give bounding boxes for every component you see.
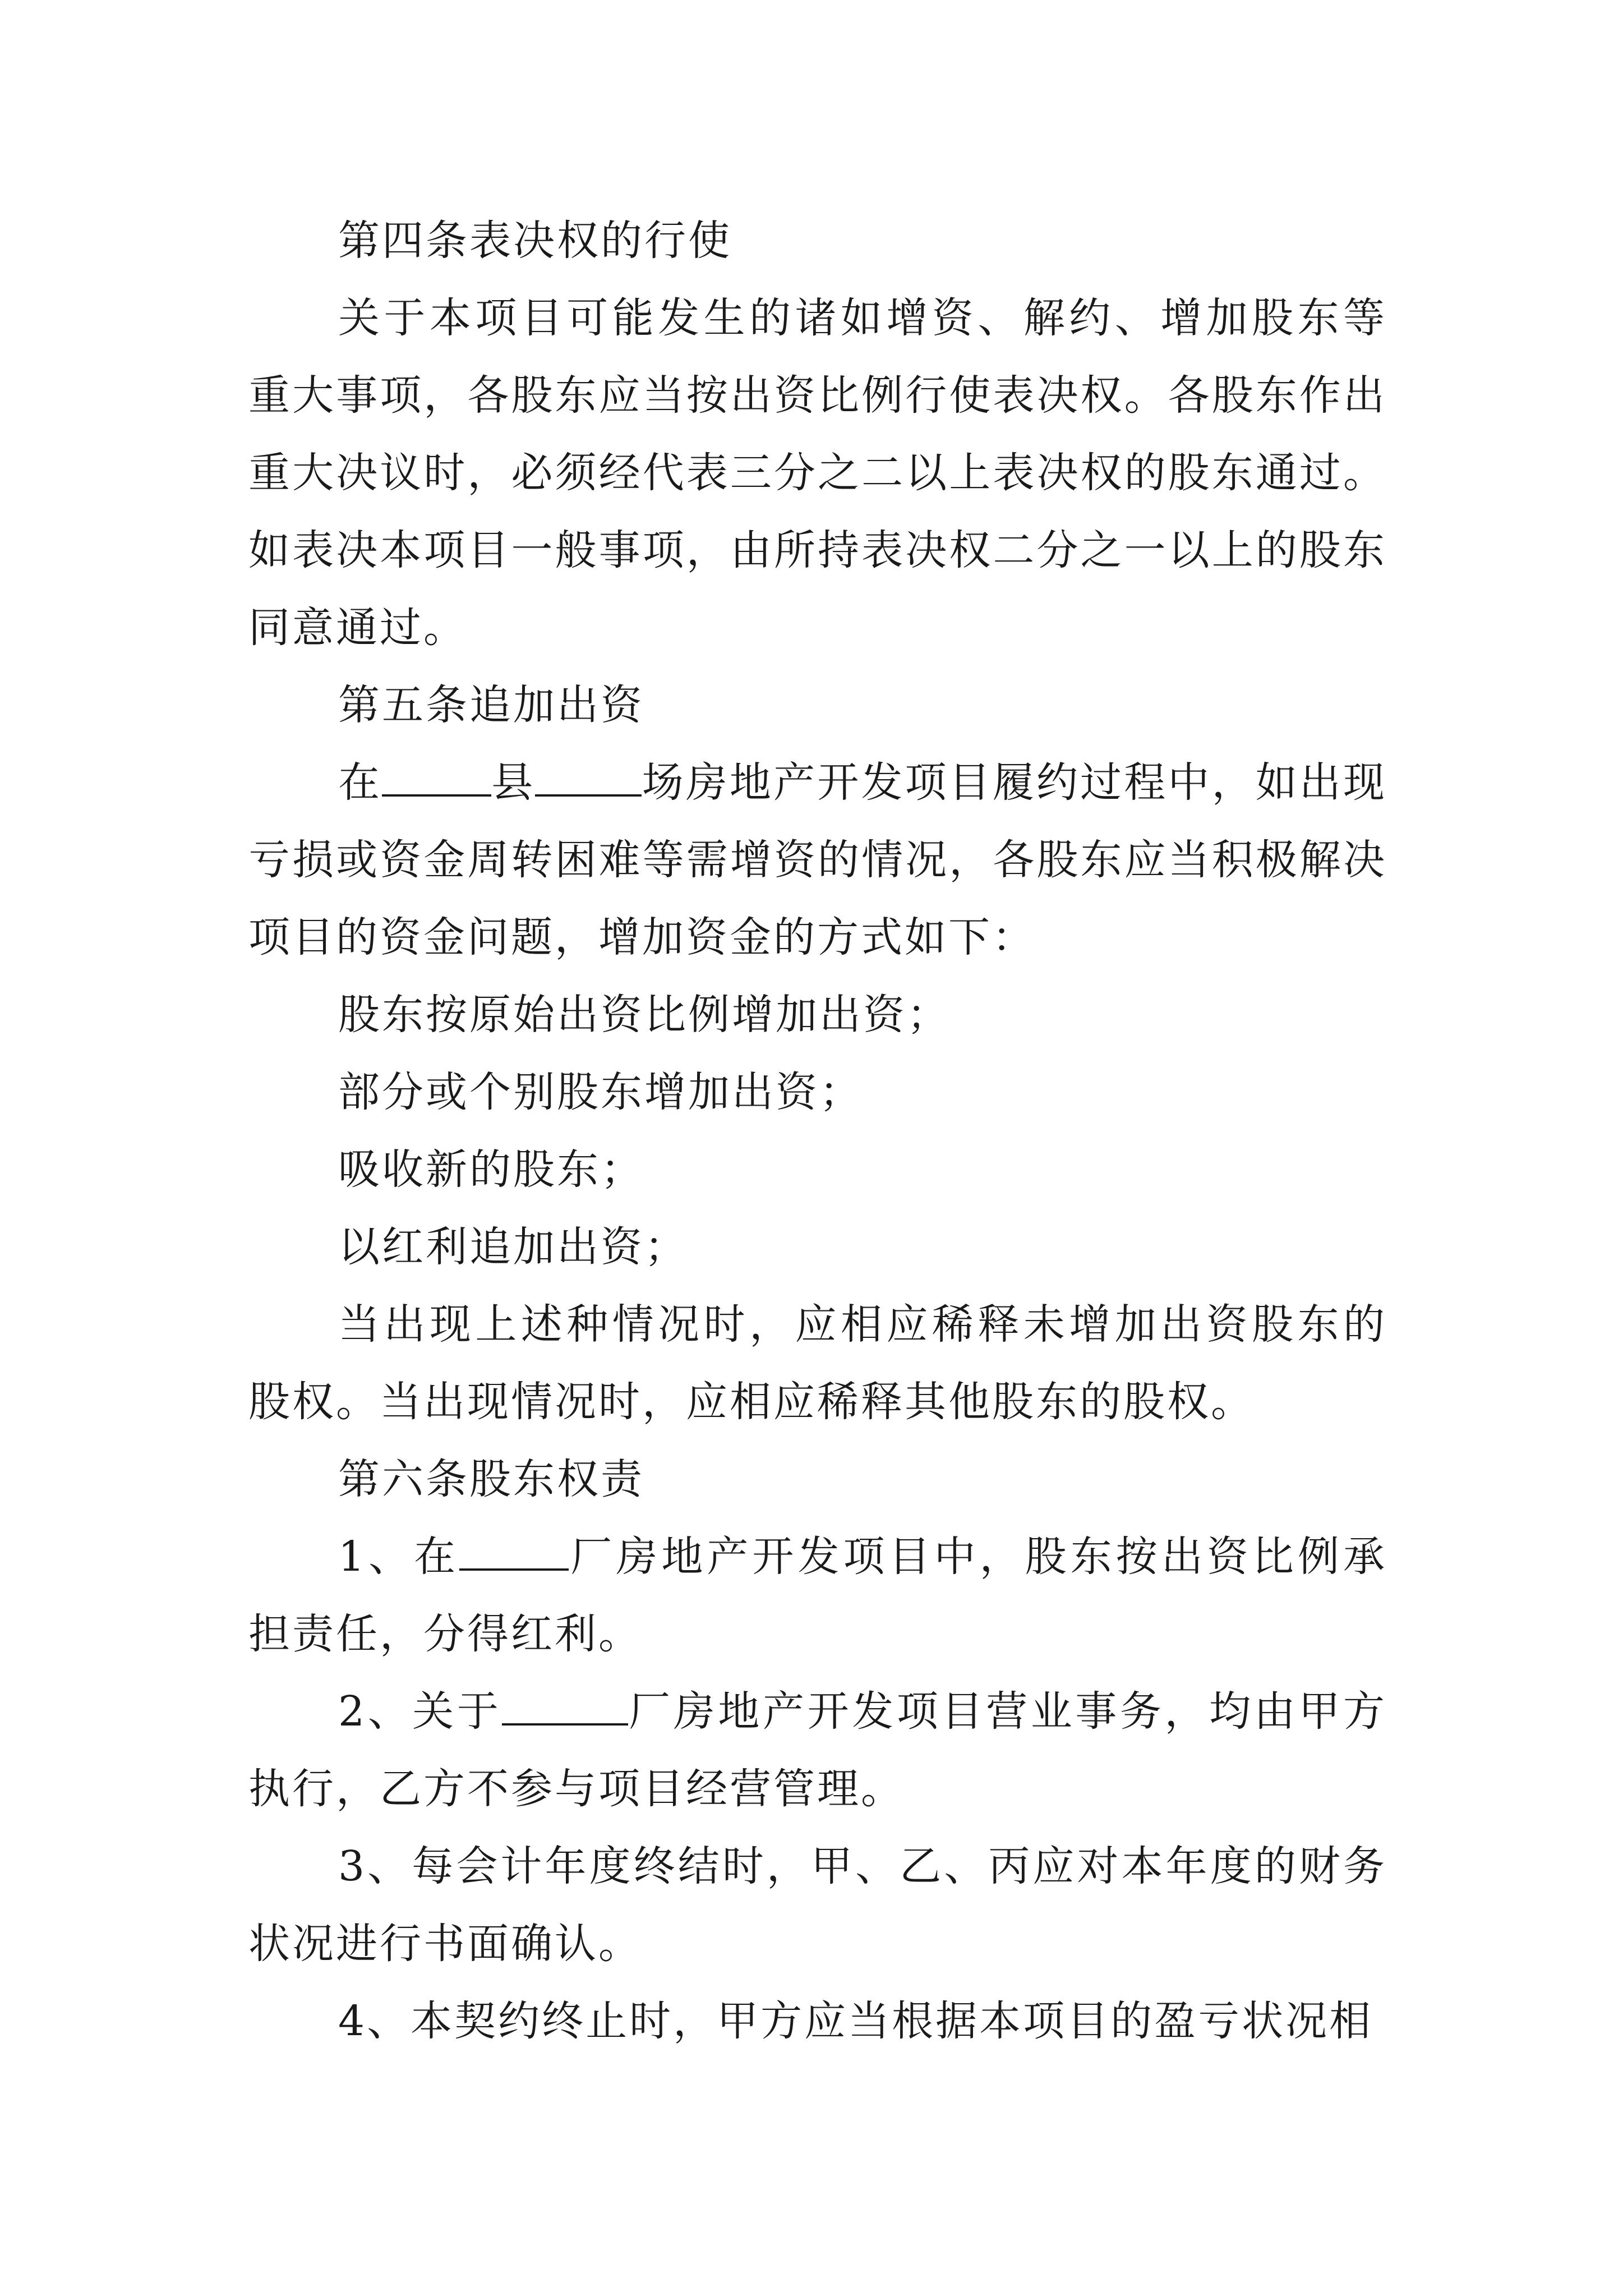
text-segment: 场房地产开发项目履约过程中，如出现亏损或资金周转困难等需增资的情况，各股东应当积极解决项目的资金问题，增加资金的方式如下：: [248, 758, 1387, 961]
list-item: 部分或个别股东增加出资；: [338, 1068, 863, 1116]
text-segment: 县: [491, 758, 536, 807]
fill-in-blank: [459, 1535, 569, 1571]
paragraph-additional-capital: [248, 744, 1387, 976]
list-item: 吸收新的股东；: [338, 1145, 644, 1194]
clause-1: [248, 1518, 1387, 1673]
list-item: 以红利追加出资；: [338, 1223, 688, 1271]
text-segment: 厂房地产开发项目营业事务，均由甲方执行，乙方不参与项目经营管理。: [248, 1687, 1387, 1813]
text-segment: 厂房地产开发项目中，股东按出资比例承担责任，分得红利。: [248, 1533, 1387, 1658]
fill-in-blank: [502, 1690, 628, 1726]
fill-in-blank: [382, 761, 491, 797]
clause-2: [248, 1673, 1387, 1828]
clause-4: 4、本契约终止时，甲方应当根据本项目的盈亏状况相: [338, 1997, 1373, 2045]
paragraph-voting-rights: 关于本项目可能发生的诸如增资、解约、增加股东等重大事项，各股东应当按出资比例行使表决权。各股东作出重大决议时，必须经代表三分之二以上表决权的股东通过。如表决本项目一般事项，由所持表决权二分之一以上的股东同意通过。: [248, 294, 1387, 652]
text-segment: 1、在: [338, 1533, 460, 1581]
document-body: [248, 202, 1387, 2060]
article-heading-6: 第六条股东权责: [338, 1455, 644, 1503]
text-segment: 在: [338, 758, 382, 807]
list-item: 股东按原始出资比例增加出资；: [338, 991, 951, 1039]
clause-3: 3、每会计年度终结时，甲、乙、丙应对本年度的财务状况进行书面确认。: [248, 1842, 1387, 1968]
paragraph-dilution: 当出现上述种情况时，应相应稀释未增加出资股东的股权。当出现情况时，应相应稀释其他股东的股权。: [248, 1300, 1387, 1426]
fill-in-blank: [535, 761, 642, 797]
article-heading-4: 第四条表决权的行使: [338, 217, 732, 265]
article-heading-5: 第五条追加出资: [338, 681, 644, 729]
text-segment: 2、关于: [338, 1687, 502, 1736]
